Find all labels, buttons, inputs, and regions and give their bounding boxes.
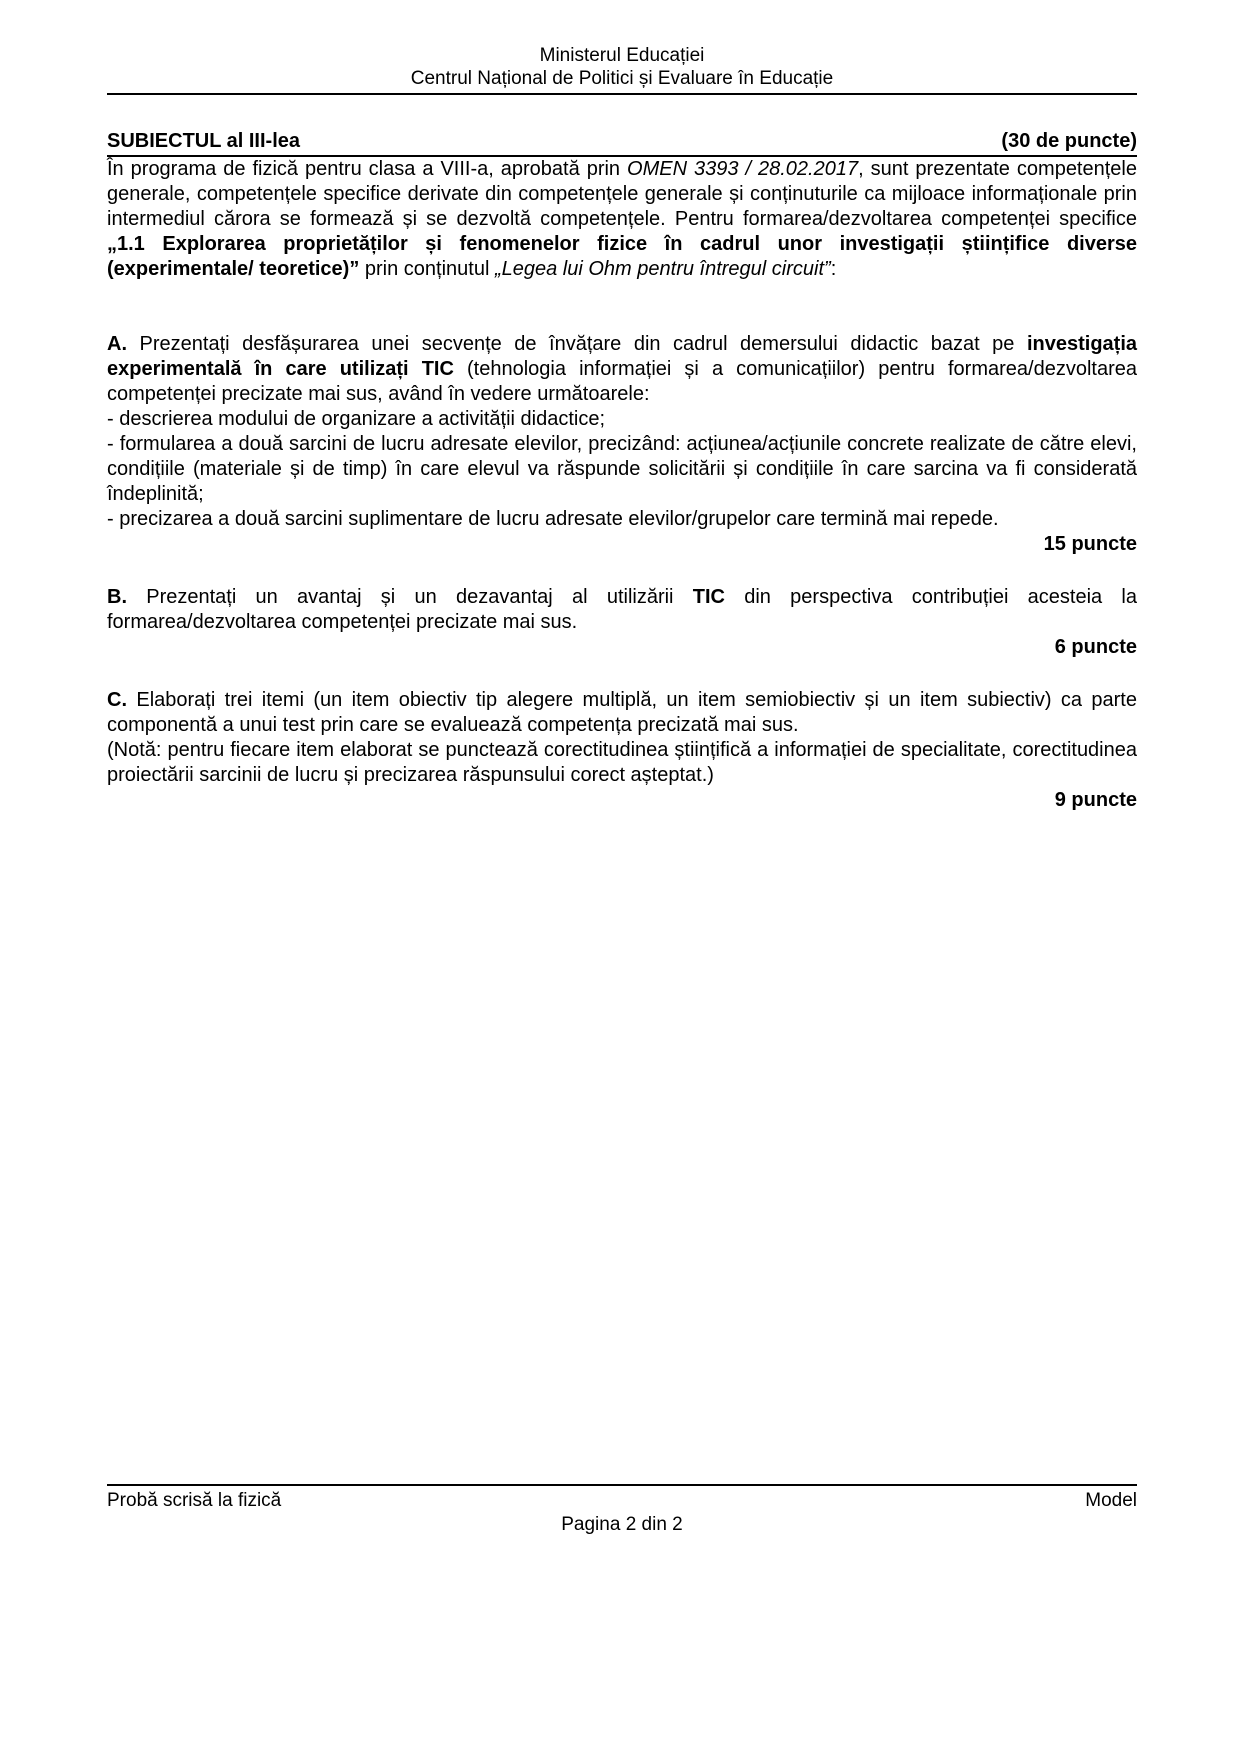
footer-page-number: Pagina 2 din 2 xyxy=(561,1514,683,1535)
section-a-run-0: Prezentați desfășurarea unei secvențe de învățare din cadrul demersului didactic bazat pe xyxy=(127,333,1027,355)
section-c-label: C. xyxy=(107,689,127,711)
intro-run-4: prin conținutul xyxy=(359,258,495,280)
section-a-run-tic: investigația experimentală în care utilizați TIC xyxy=(107,333,1137,380)
intro-run-omen: OMEN 3393 / 28.02.2017 xyxy=(627,158,859,180)
national-center-title: Centrul Național de Politici și Evaluare în Educație xyxy=(410,68,834,89)
document-body xyxy=(0,129,1241,813)
subject-points: (30 de puncte) xyxy=(1001,130,1137,152)
section-a-run-2: (tehnologia informației și a comunicațiilor) pentru formarea/dezvoltarea competenței precizate mai sus, având în vedere următoarele: xyxy=(107,358,1137,405)
intro-run-2: , sunt prezentate competențele generale, competențele specifice derivate din competențele generale și conținuturile ca mijloace informaționale prin intermediul cărora se formează și se dezvoltă competențele. Pentru formarea/dezvoltarea competenței specifice xyxy=(107,158,1137,230)
intro-run-competence: „1.1 Explorarea proprietăților și fenomenelor fizice în cadrul unor investigații științifice diverse (experimentale/ teoretice)” xyxy=(107,233,1137,280)
section-b-run-0: Prezentați un avantaj și un dezavantaj al utilizării xyxy=(127,586,693,608)
section-b xyxy=(107,585,1137,660)
section-c xyxy=(107,688,1137,813)
subject-title: SUBIECTUL al III-lea xyxy=(107,130,301,152)
section-a xyxy=(107,332,1137,557)
section-c-points: 9 puncte xyxy=(1054,789,1137,811)
intro-run-6: : xyxy=(830,258,837,280)
section-b-run-tic: TIC xyxy=(692,586,725,608)
intro-run-0: În programa de fizică pentru clasa a VIII-a, aprobată prin xyxy=(107,158,628,180)
section-a-bullet-1: - descrierea modului de organizare a activității didactice; xyxy=(107,408,606,430)
document-footer xyxy=(107,1484,1137,1537)
section-a-bullet-3: - precizarea a două sarcini suplimentare de lucru adresate elevilor/grupelor care termină mai repede. xyxy=(107,508,999,530)
section-c-paragraph xyxy=(107,688,1137,738)
footer-model-label: Model xyxy=(1085,1490,1137,1511)
section-a-points: 15 puncte xyxy=(1043,533,1137,555)
intro-run-content: „Legea lui Ohm pentru întregul circuit” xyxy=(494,258,831,280)
section-c-run-0: Elaborați trei itemi (un item obiectiv tip alegere multiplă, un item semiobiectiv și un item subiectiv) ca parte componentă a unui test prin care se evaluează competența precizată mai sus. xyxy=(107,689,1137,736)
section-c-note: (Notă: pentru fiecare item elaborat se punctează corectitudinea științifică a informației de specialitate, corectitudinea proiectării sarcinii de lucru și precizarea răspunsului corect așteptat.) xyxy=(107,739,1137,786)
section-b-run-2: din perspectiva contribuției acesteia la formarea/dezvoltarea competenței precizate mai sus. xyxy=(107,586,1137,633)
section-a-label: A. xyxy=(107,333,127,355)
footer-row xyxy=(107,1489,1137,1513)
document-header xyxy=(107,0,1137,95)
intro-paragraph xyxy=(107,157,1137,282)
ministry-title: Ministerul Educației xyxy=(539,45,705,66)
footer-exam-type: Probă scrisă la fizică xyxy=(107,1490,282,1511)
subject-heading xyxy=(107,129,1137,157)
section-b-points: 6 puncte xyxy=(1054,636,1137,658)
section-b-paragraph xyxy=(107,585,1137,635)
section-b-label: B. xyxy=(107,586,127,608)
section-a-paragraph xyxy=(107,332,1137,407)
section-a-bullet-2: - formularea a două sarcini de lucru adresate elevilor, precizând: acțiunea/acțiunile concrete realizate de către elevi, condițiile (materiale și de timp) în care elevul va răspunde solicitării și condițiile în care sarcina va fi considerată îndeplinită; xyxy=(107,433,1137,505)
